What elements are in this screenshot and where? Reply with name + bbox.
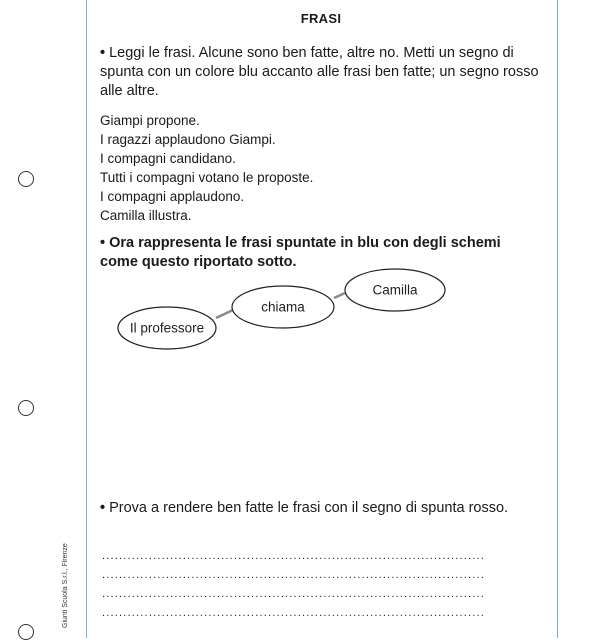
bullet-icon: •: [100, 45, 106, 61]
connector-line: [334, 293, 345, 298]
diagram-node-label: Camilla: [372, 282, 418, 298]
bullet-icon: •: [100, 500, 106, 516]
publisher-credit: Giunti Scuola S.r.l., Firenze: [62, 543, 69, 628]
answer-line[interactable]: ..........................................................................................: [102, 550, 486, 562]
answer-line[interactable]: ..........................................................................................: [102, 569, 486, 581]
instruction-text: Ora rappresenta le frasi spuntate in blu con degli schemi come questo riportato sotto.: [100, 235, 501, 270]
answer-line[interactable]: ..........................................................................................: [102, 588, 486, 600]
instruction-text: Prova a rendere ben fatte le frasi con il segno di spunta rosso.: [109, 500, 509, 516]
instruction-fix: [100, 499, 540, 518]
sentence-item: I ragazzi applaudono Giampi.: [100, 132, 276, 147]
instruction-text: Leggi le frasi. Alcune sono ben fatte, altre no. Metti un segno di spunta con un colore blu accanto alle frasi ben fatte; un segno rosso alle altre.: [100, 45, 539, 99]
answer-line[interactable]: ..........................................................................................: [102, 607, 486, 619]
sentence-item: I compagni applaudono.: [100, 189, 245, 204]
diagram-node-label: Il professore: [129, 320, 205, 336]
sentence-item: Giampi propone.: [100, 113, 200, 128]
sentence-item: I compagni candidano.: [100, 151, 236, 166]
sentence-item: Camilla illustra.: [100, 208, 192, 223]
bullet-icon: •: [100, 235, 106, 251]
page-title: FRASI: [300, 11, 342, 26]
diagram-node-label: chiama: [261, 299, 305, 315]
sentence-item: Tutti i compagni votano le proposte.: [100, 170, 314, 185]
